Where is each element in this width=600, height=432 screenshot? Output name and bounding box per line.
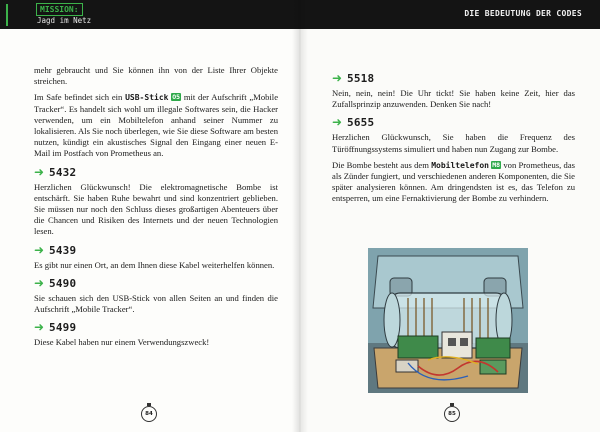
intro-paragraph: mehr gebraucht und Sie können ihn von der Liste Ihrer Objekte streichen. [34, 65, 278, 87]
safe-paragraph: Im Safe befindet sich ein USB-Stick O5 mit der Aufschrift „Mobile Tracker“. Es handelt sich wohl um illegale Softwares sein, die Hacker verwenden, um ein Mobiltelefon anhand seiner Nummer zu lokalisieren. Als Sie noch überlegen, wie Sie diese Software am besten nutzen, kündigt ein akustisches Signal den Eingang einer neuen E-Mail im Postfach von Prometheus an. [34, 92, 279, 159]
code-heading-5490: ➜ 5490 [34, 275, 77, 290]
code-text-5499: Diese Kabel haben nur einem Verwendungszweck! [34, 337, 210, 348]
code-heading-5655: ➜ 5655 [332, 115, 375, 130]
mission-name: Jagd im Netz [37, 16, 92, 25]
page-number-right: 85 [444, 406, 460, 422]
code-text-5439: Es gibt nur einen Ort, an dem Ihnen diese Kabel weiterhelfen können. [34, 259, 275, 270]
bomb-illustration [368, 248, 528, 393]
section-title: DIE BEDEUTUNG DER CODES [464, 9, 582, 18]
arrow-right-icon: ➜ [34, 320, 45, 335]
arrow-right-icon: ➜ [332, 115, 343, 130]
arrow-right-icon: ➜ [34, 164, 45, 179]
arrow-right-icon: ➜ [332, 71, 343, 85]
code-text-5655: Herzlichen Glückwunsch, Sie haben die Frequenz des Türöffnungssystems simuliert und haben nun Zugang zur Bombe. [332, 132, 575, 154]
right-header-bar [300, 0, 600, 29]
left-text-column [34, 65, 278, 353]
code-heading-5518: ➜ 5518 [332, 71, 375, 85]
right-text-column [332, 68, 575, 210]
code-text-5490: Sie schauen sich den USB-Stick von allen Seiten an und finden die Aufschrift „Mobile Tracker“. [34, 292, 278, 315]
arrow-right-icon: ➜ [34, 242, 45, 257]
page-number-left: 84 [141, 406, 157, 422]
item-tag-o5: O5 [172, 93, 181, 102]
bomb-paragraph: Die Bombe besteht aus dem Mobiltelefon M8 von Prometheus, das als Zünder fungiert, und verschiedenen anderen Komponenten, die Sie später analysieren können. Am dringendsten ist es, das Telefon zu entsperren, um eine Fernaktivierung der Bombe zu verhindern. [332, 159, 575, 204]
code-text-5432: Herzlichen Glückwunsch! Die elektromagnetische Bombe ist entschärft. Sie haben Ruhe bewahrt und sind konzentriert geblieben. Sie müssen nur noch den Schluss dieses großartigen Abenteuers über die Chancen und Risiken des Internets und der neuen Technologien lesen. [34, 181, 278, 237]
header-accent-mark [6, 4, 8, 26]
book-gutter-shadow [292, 0, 308, 432]
arrow-right-icon: ➜ [34, 275, 45, 290]
code-text-5518: Nein, nein, nein! Die Uhr tickt! Sie haben keine Zeit, hier das Zufallsprinzip anzuwenden. Denken Sie nach! [332, 88, 575, 110]
code-heading-5439: ➜ 5439 [34, 242, 77, 257]
left-header-bar [0, 0, 300, 29]
code-heading-5499: ➜ 5499 [34, 320, 77, 335]
code-heading-5432: ➜ 5432 [34, 164, 77, 179]
mission-label: MISSION: [36, 3, 83, 16]
item-usb-stick: USB-Stick [125, 93, 169, 103]
item-tag-m8: M8 [492, 160, 501, 169]
item-mobiltelefon: Mobiltelefon [431, 160, 489, 170]
